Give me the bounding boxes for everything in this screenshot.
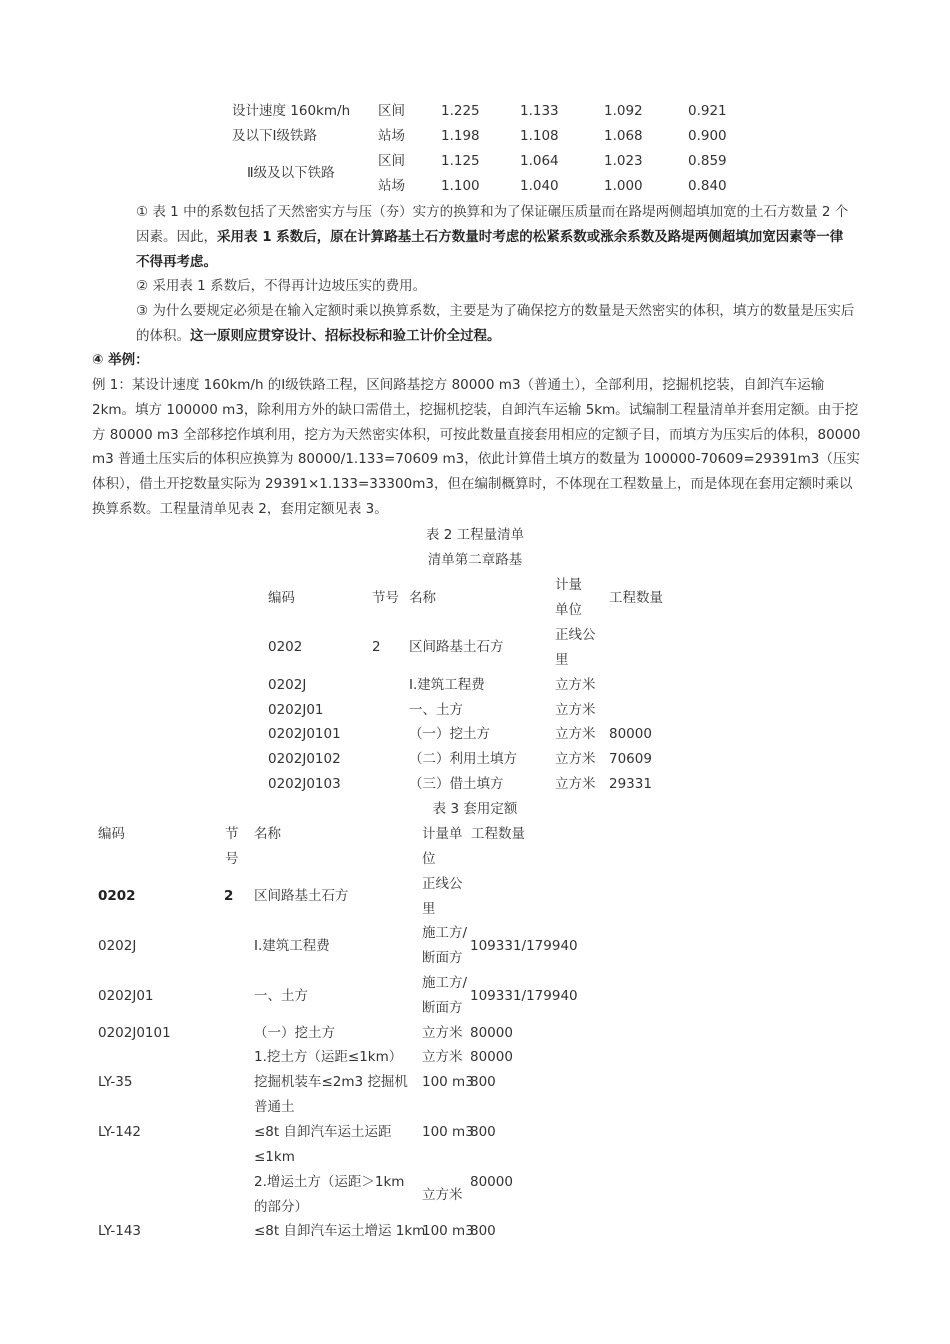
coef-value: 1.068 — [604, 128, 643, 144]
table2-header-name: 名称 — [409, 590, 436, 606]
table3-header-sec: 节 号 — [225, 826, 239, 867]
table2-title: 表 2 工程量清单 — [425, 527, 525, 543]
table3-cell-qty: 80000 — [470, 1025, 513, 1041]
table2-cell-unit: 立方米 — [555, 702, 596, 718]
table2-cell-qty: 29331 — [609, 776, 652, 792]
table3-cell-qty: 800 — [470, 1124, 496, 1140]
coef-value: 1.133 — [520, 103, 559, 119]
coef-value: 0.840 — [688, 178, 727, 194]
table2-header-qty: 工程数量 — [609, 590, 663, 606]
table3-cell-unit: 100 m3 — [422, 1074, 474, 1090]
table2-cell-qty: 80000 — [609, 726, 652, 742]
coef-value: 1.023 — [604, 153, 643, 169]
table2-header-sec: 节号 — [372, 590, 399, 606]
table2-cell-code: 0202J — [268, 677, 307, 693]
note-1-emphasis: 采用表 1 系数后，原在计算路基土石方数量时考虑的松紧系数或涨余系数及路堤两侧超填加宽因素等一律不得再考虑。 — [136, 228, 844, 270]
note-1 — [136, 200, 856, 274]
table2-header-code: 编码 — [268, 590, 295, 606]
coef-place: 区间 — [378, 103, 405, 119]
example-text: 例 1：某设计速度 160km/h 的Ⅰ级铁路工程，区间路基挖方 80000 m3（普通土），全部利用，挖掘机挖装，自卸汽车运输 2km。填方 100000 m3，除利用方外的缺口需借土，挖掘机挖装，自卸汽车运输 5km。试编制工程量清单并套用定额。由于挖方 80000 m3 全部移挖作填利用，挖方为天然密实体积，可按此数量直接套用相应的定额子目，而填方为压实后的体积，80000 m3 普通土压实后的体积应换算为 80000/1.133=70609 m3，依此计算借土填方的数量为 100000-70609=29391m3（压实体积），借土开挖数量实际为 29391×1.133=33300m3，但在编制概算时，不体现在工程数量上，而是体现在套用定额时乘以换算系数。工程量清单见表 2，套用定额见表 3。 — [92, 377, 861, 517]
table3-cell-qty: 80000 — [470, 1049, 513, 1065]
table3-cell-code: 0202 — [98, 888, 136, 904]
coef-value: 1.092 — [604, 103, 643, 119]
table2-cell-name: （二）利用土填方 — [409, 751, 517, 767]
table2-cell-name: （一）挖土方 — [409, 726, 490, 742]
table3-cell-unit: 100 m3 — [422, 1124, 474, 1140]
table2-cell-unit: 立方米 — [555, 726, 596, 742]
table2-cell-name: 一、土方 — [409, 702, 463, 718]
table2-cell-unit: 立方米 — [555, 677, 596, 693]
coef-group2-label: Ⅱ级及以下铁路 — [247, 165, 335, 181]
coef-value: 1.064 — [520, 153, 559, 169]
table3-cell-unit: 施工方/ 断面方 — [422, 925, 468, 966]
table3-cell-qty: 109331/179940 — [470, 938, 578, 954]
coef-value: 0.921 — [688, 103, 727, 119]
table3-cell-code: 0202J — [98, 938, 137, 954]
table2-cell-name: 区间路基土石方 — [409, 639, 504, 655]
coef-value: 1.108 — [520, 128, 559, 144]
table3-cell-name: ≤8t 自卸汽车运土增运 1km — [254, 1223, 426, 1239]
table3-cell-code: LY-142 — [98, 1124, 142, 1140]
table3-cell-name: 1.挖土方（运距≤1km） — [254, 1049, 403, 1065]
note-3-emphasis: 这一原则应贯穿设计、招标投标和验工计价全过程。 — [190, 327, 501, 344]
coef-place: 区间 — [378, 153, 405, 169]
table3-header-code: 编码 — [98, 826, 125, 842]
table3-cell-name: 区间路基土石方 — [254, 888, 349, 904]
coef-value: 0.859 — [688, 153, 727, 169]
table2-cell-unit: 正线公 里 — [555, 627, 596, 668]
table2-header-unit: 计量 单位 — [555, 577, 582, 618]
table2-cell-unit: 立方米 — [555, 776, 596, 792]
table3-cell-name: （一）挖土方 — [254, 1025, 335, 1041]
note-1-text: ① 表 1 中的系数包括了天然密实方与压（夯）实方的换算和为了保证碾压质量而在路堤两侧超填加宽的土石方数量 2 个因素。因此， — [136, 204, 849, 245]
coef-place: 站场 — [378, 178, 405, 194]
coef-value: 1.100 — [441, 178, 480, 194]
table2-subtitle: 清单第二章路基 — [427, 552, 523, 568]
table3-cell-unit: 立方米 — [422, 1025, 463, 1041]
table3-cell-name: 挖掘机装车≤2m3 挖掘机 普通土 — [254, 1074, 408, 1115]
coef-row-label: 及以下Ⅰ级铁路 — [232, 128, 317, 144]
table2-cell-unit: 立方米 — [555, 751, 596, 767]
coef-row-label: 设计速度 160km/h — [232, 103, 351, 119]
coef-value: 1.040 — [520, 178, 559, 194]
table3-cell-qty: 80000 — [470, 1174, 513, 1190]
coef-value: 1.000 — [604, 178, 643, 194]
coef-value: 0.900 — [688, 128, 727, 144]
table2-cell-sec: 2 — [372, 639, 381, 655]
table2-cell-code: 0202J0102 — [268, 751, 341, 767]
table3-cell-qty: 800 — [470, 1223, 496, 1239]
table3-title: 表 3 套用定额 — [432, 801, 518, 817]
table3-header-name: 名称 — [254, 826, 281, 842]
coef-place: 站场 — [378, 128, 405, 144]
coef-value: 1.198 — [441, 128, 480, 144]
table3-cell-code: LY-35 — [98, 1074, 133, 1090]
table3-cell-sec: 2 — [224, 888, 234, 904]
example-heading: ④ 举例： — [92, 352, 149, 368]
table3-cell-unit: 100 m3 — [422, 1223, 474, 1239]
table2-cell-code: 0202J0103 — [268, 776, 341, 792]
table2-cell-code: 0202J01 — [268, 702, 324, 718]
table3-cell-code: LY-143 — [98, 1223, 142, 1239]
table3-cell-code: 0202J0101 — [98, 1025, 171, 1041]
table2-cell-name: （三）借土填方 — [409, 776, 504, 792]
table3-cell-name: 一、土方 — [254, 988, 308, 1004]
table2-cell-code: 0202J0101 — [268, 726, 341, 742]
table3-cell-name: ≤8t 自卸汽车运土运距 ≤1km — [254, 1124, 392, 1165]
table3-cell-qty: 109331/179940 — [470, 988, 578, 1004]
table2-cell-name: Ⅰ.建筑工程费 — [409, 677, 485, 693]
coef-value: 1.125 — [441, 153, 480, 169]
table3-cell-name: 2.增运土方（运距＞1km 的部分） — [254, 1174, 405, 1215]
table3-cell-qty: 800 — [470, 1074, 496, 1090]
table3-cell-unit: 正线公 里 — [422, 876, 463, 917]
table3-header-unit: 计量单 位 — [422, 826, 463, 867]
table3-cell-name: Ⅰ.建筑工程费 — [254, 938, 330, 954]
note-3 — [136, 299, 856, 349]
table2-cell-code: 0202 — [268, 639, 303, 655]
table3-header-qty: 工程数量 — [471, 826, 525, 842]
table3-cell-unit: 立方米 — [422, 1187, 463, 1203]
coef-value: 1.225 — [441, 103, 480, 119]
table3-cell-code: 0202J01 — [98, 988, 154, 1004]
table3-cell-unit: 施工方/ 断面方 — [422, 975, 468, 1016]
note-2: ② 采用表 1 系数后，不得再计边坡压实的费用。 — [136, 278, 427, 294]
note-3-text: ③ 为什么要规定必须是在输入定额时乘以换算系数，主要是为了确保挖方的数量是天然密实的体积，填方的数量是压实后的体积。 — [136, 303, 855, 344]
table2-cell-qty: 70609 — [609, 751, 652, 767]
table3-cell-unit: 立方米 — [422, 1049, 463, 1065]
